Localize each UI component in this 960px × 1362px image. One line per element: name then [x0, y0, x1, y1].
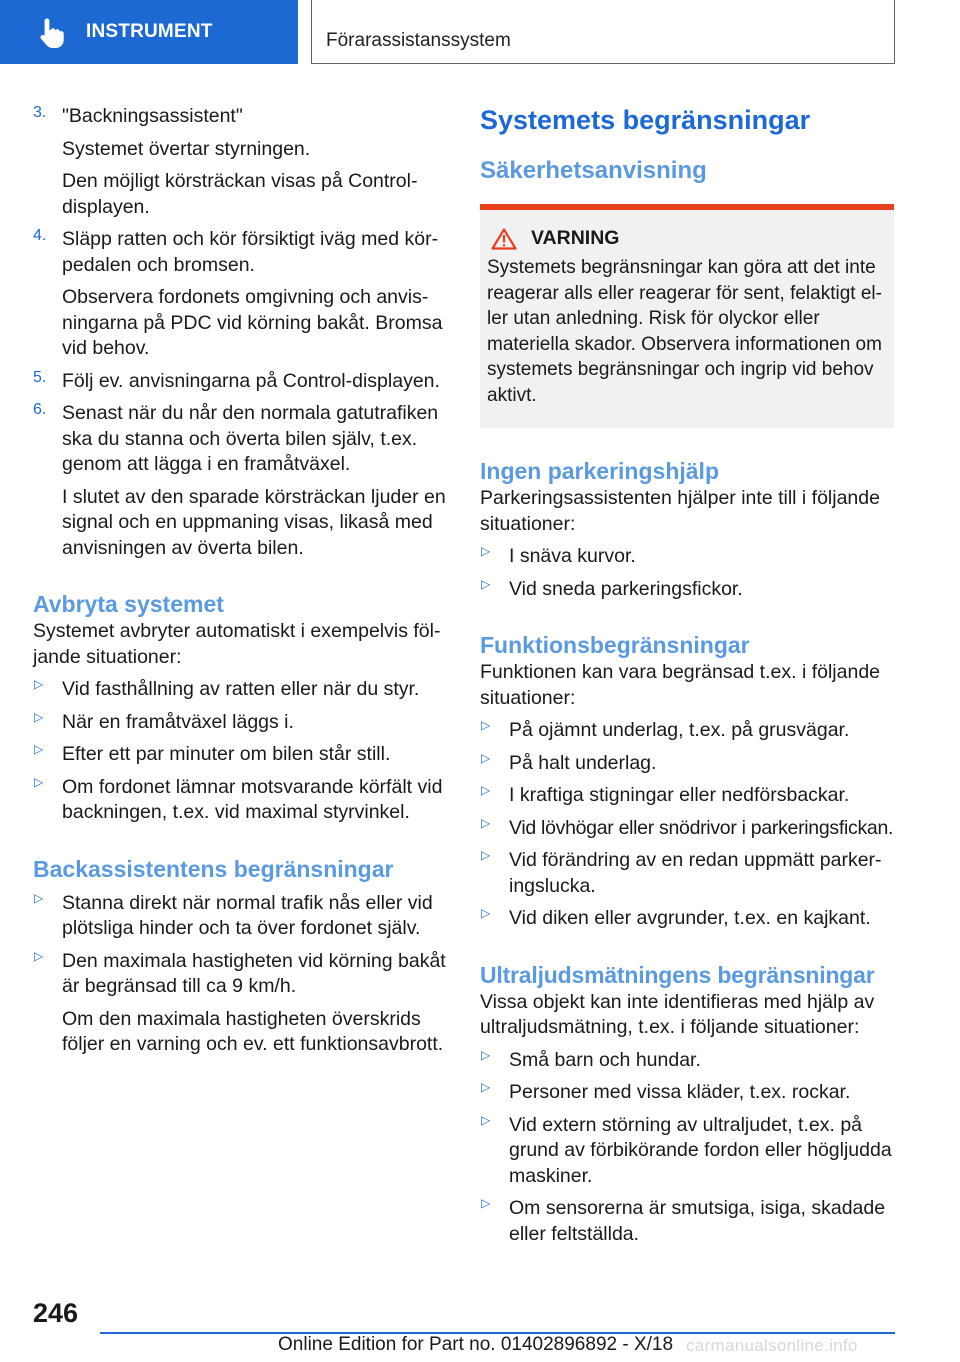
section-intro: Vissa objekt kan inte identifieras med hjälp av ultraljudsmätning, t.ex. i följande situationer:	[480, 990, 875, 1038]
warning-triangle-icon	[491, 228, 517, 250]
triangle-bullet-icon: ▷	[481, 1080, 491, 1094]
list-item-text: Personer med vissa kläder, t.ex. rockar.	[509, 1081, 851, 1103]
list-item-text: Vid lövhögar eller snödrivor i parkeringsfickan.	[509, 816, 894, 839]
list-item	[480, 577, 894, 603]
triangle-bullet-icon: ▷	[481, 815, 491, 830]
triangle-bullet-icon: ▷	[481, 576, 491, 591]
section-intro: Systemet avbryter automatiskt i exempelvis följande situationer:	[33, 620, 441, 668]
step-text: Släpp ratten och kör försiktigt iväg med körpedalen och bromsen.	[62, 228, 439, 276]
warning-box	[480, 210, 894, 428]
triangle-bullet-icon: ▷	[34, 742, 44, 756]
triangle-bullet-icon: ▷	[34, 948, 44, 963]
step-text: "Backningsassistent"	[62, 105, 243, 127]
page-number: 246	[33, 1298, 79, 1328]
step-text: Systemet övertar styrningen.	[62, 137, 311, 160]
list-item	[33, 949, 447, 1058]
triangle-bullet-icon: ▷	[481, 544, 491, 558]
chapter-title: Förarassistanssystem	[326, 30, 511, 51]
list-item	[33, 677, 447, 703]
list-item-text: Den maximala hastigheten vid körning bakåt är begränsad till ca 9 km/h.	[62, 949, 446, 997]
list-item-text: På halt underlag.	[509, 751, 657, 774]
list-item	[480, 1113, 894, 1190]
chapter-header	[311, 0, 895, 64]
triangle-bullet-icon: ▷	[34, 709, 44, 724]
section-heading: Backassistentens begränsningar	[33, 855, 394, 882]
list-item	[33, 775, 447, 826]
list-item	[33, 891, 447, 942]
section-heading: Funktionsbegränsningar	[480, 632, 750, 658]
list-item-text: Vid fasthållning av ratten eller när du styr.	[62, 678, 420, 700]
list-item-text: När en framåtväxel läggs i.	[62, 710, 294, 733]
triangle-bullet-icon: ▷	[481, 783, 491, 797]
step-item	[33, 369, 447, 395]
sub-heading: Säkerhetsanvisning	[480, 157, 707, 184]
list-item	[480, 816, 894, 842]
list-item-text: Små barn och hundar.	[509, 1048, 701, 1071]
list-item	[480, 906, 894, 932]
list-item	[480, 1080, 894, 1106]
section-heading: Ultraljudsmätningens begränsningar	[480, 961, 875, 988]
section-intro: Funktionen kan vara begränsad t.ex. i följande situationer:	[480, 661, 881, 709]
section-heading: Avbryta systemet	[33, 591, 224, 617]
section-label: INSTRUMENT	[86, 21, 213, 42]
section-heading: Ingen parkeringshjälp	[480, 458, 719, 484]
triangle-bullet-icon: ▷	[481, 1196, 491, 1210]
step-item	[33, 401, 447, 561]
list-item-text: I kraftiga stigningar eller nedförsbackar.	[509, 784, 850, 806]
edition-text: Online Edition for Part no. 01402896892 - X/18	[278, 1334, 674, 1355]
triangle-bullet-icon: ▷	[481, 1112, 491, 1127]
warning-title: VARNING	[531, 227, 620, 249]
list-item-text: Stanna direkt när normal trafik nås eller vid plötsliga hinder och ta över fordonet själv.	[62, 891, 433, 939]
list-item-text: Vid förändring av en redan uppmätt parkeringslucka.	[509, 849, 882, 897]
step-number: 4.	[33, 227, 47, 244]
step-text: Observera fordonets omgivning och anvisningarna på PDC vid körning bakåt. Bromsa vid behov.	[62, 286, 443, 359]
step-number: 6.	[33, 401, 47, 418]
triangle-bullet-icon: ▷	[34, 677, 44, 691]
step-item	[33, 227, 447, 362]
section-intro: Parkeringsassistenten hjälper inte till i följande situationer:	[480, 487, 880, 535]
page-heading: Systemets begränsningar	[480, 105, 811, 135]
step-item	[33, 104, 447, 220]
list-item	[33, 710, 447, 736]
section-tab	[0, 0, 298, 64]
list-item-text: Om den maximala hastigheten överskrids följer en varning och ev. ett funktionsavbrott.	[62, 1007, 444, 1055]
triangle-bullet-icon: ▷	[481, 848, 491, 862]
hand-pointer-icon	[38, 16, 66, 48]
list-item-text: Efter ett par minuter om bilen står still.	[62, 743, 391, 765]
triangle-bullet-icon: ▷	[34, 890, 44, 905]
list-item-text: Vid diken eller avgrunder, t.ex. en kajkant.	[509, 907, 871, 929]
list-item	[480, 1196, 894, 1247]
list-item	[480, 718, 894, 744]
step-text: I slutet av den sparade körsträckan ljuder en signal och en uppmaning visas, likaså med anvisningen av överta bilen.	[62, 485, 446, 559]
left-column	[33, 104, 447, 1058]
step-text: Följ ev. anvisningarna på Control-displayen.	[62, 369, 440, 392]
list-item-text: På ojämnt underlag, t.ex. på grusvägar.	[509, 719, 850, 741]
list-item	[480, 751, 894, 777]
step-text: Senast när du når den normala gatutrafiken ska du stanna och överta bilen själv, t.ex. genom att lägga i en framåtväxel.	[62, 402, 439, 475]
triangle-bullet-icon: ▷	[481, 750, 491, 765]
triangle-bullet-icon: ▷	[481, 906, 491, 920]
list-item-text: Vid sneda parkeringsfickor.	[509, 577, 743, 600]
list-item-text: Om fordonet lämnar motsvarande körfält vid backningen, t.ex. vid maximal styrvinkel.	[62, 775, 443, 823]
step-number: 5.	[33, 368, 47, 386]
triangle-bullet-icon: ▷	[34, 774, 44, 789]
list-item	[33, 742, 447, 768]
right-column	[480, 104, 894, 1247]
list-item	[480, 848, 894, 899]
list-item	[480, 544, 894, 570]
list-item	[480, 1048, 894, 1074]
list-item	[480, 783, 894, 809]
list-item-text: Om sensorerna är smutsiga, isiga, skadade eller feltställda.	[509, 1197, 886, 1245]
triangle-bullet-icon: ▷	[481, 1047, 491, 1062]
triangle-bullet-icon: ▷	[481, 718, 491, 732]
step-number: 3.	[33, 104, 47, 121]
list-item-text: I snäva kurvor.	[509, 545, 636, 567]
step-text: Den möjligt körsträckan visas på Control-displayen.	[62, 170, 418, 218]
watermark: carmanualsonline.info	[686, 1336, 858, 1355]
list-item-text: Vid extern störning av ultraljudet, t.ex. på grund av förbikörande fordon eller högljudda maskiner.	[509, 1113, 892, 1187]
warning-text: Systemets begränsningar kan göra att det inte reagerar alls eller reagerar för sent, felaktigt eller utan anledning. Risk för olyckor eller materiella skador. Observera informationen om systemets begränsningar och ingrip vid behov aktivt.	[487, 257, 882, 406]
